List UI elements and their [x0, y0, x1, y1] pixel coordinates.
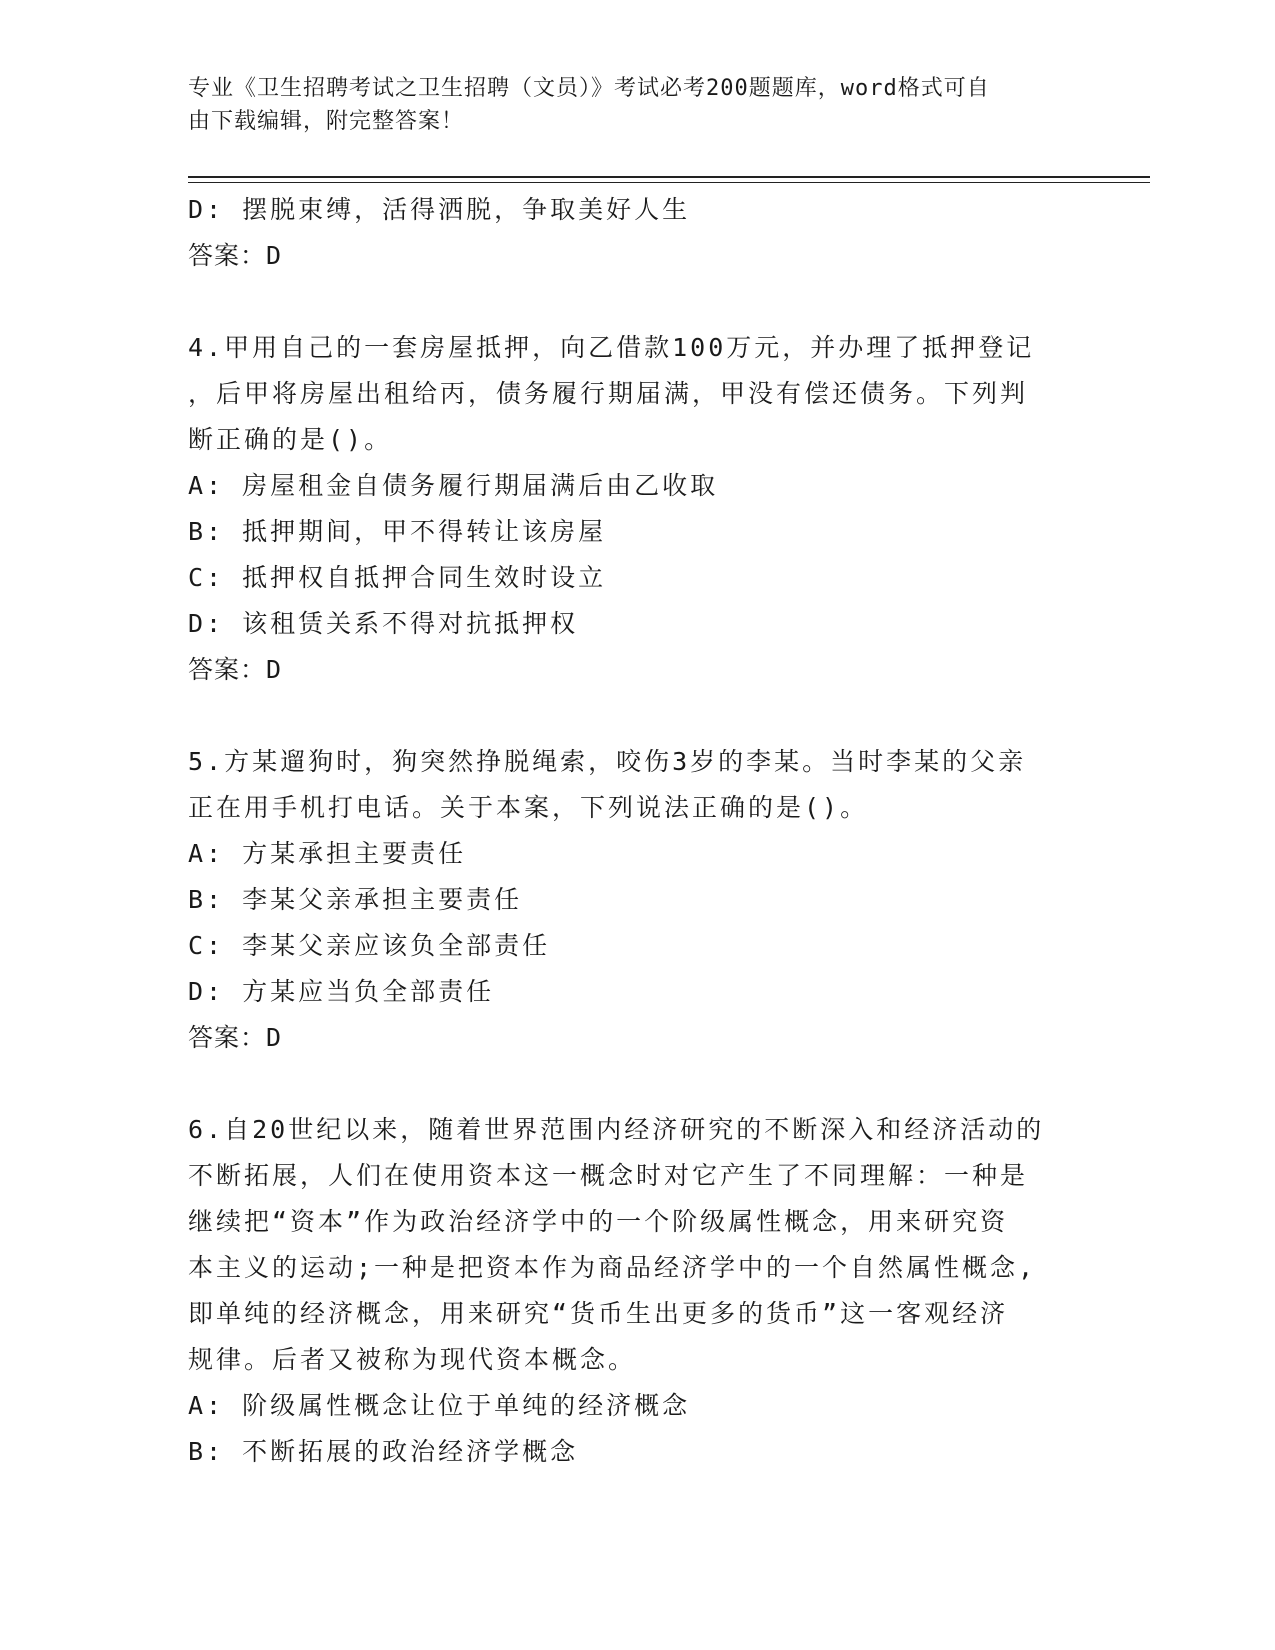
- option-b: B: 抵押期间，甲不得转让该房屋: [188, 517, 607, 546]
- question-stem-line: 即单纯的经济概念，用来研究“货币生出更多的货币”这一客观经济: [188, 1299, 1009, 1328]
- answer: 答案：D: [188, 1023, 283, 1052]
- header-divider-thick: [188, 176, 1150, 178]
- document-header: [188, 72, 1068, 138]
- spacer: [188, 693, 1088, 739]
- question-stem-line: 正在用手机打电话。关于本案，下列说法正确的是()。: [188, 793, 869, 822]
- question-6: [188, 1107, 1088, 1475]
- answer: 答案：D: [188, 655, 283, 684]
- answer: 答案：D: [188, 241, 283, 270]
- option-d: D: 方某应当负全部责任: [188, 977, 495, 1006]
- option-a: A: 方某承担主要责任: [188, 839, 467, 868]
- question-4: [188, 325, 1088, 693]
- question-stem-line: 规律。后者又被称为现代资本概念。: [188, 1345, 637, 1374]
- header-title-line-1: 专业《卫生招聘考试之卫生招聘（文员）》考试必考200题题库，word格式可自: [188, 76, 990, 101]
- header-title-line-2: 由下载编辑，附完整答案！: [188, 109, 465, 134]
- option-c: C: 李某父亲应该负全部责任: [188, 931, 551, 960]
- question-5: [188, 739, 1088, 1061]
- option-a: A: 阶级属性概念让位于单纯的经济概念: [188, 1391, 691, 1420]
- option-c: C: 抵押权自抵押合同生效时设立: [188, 563, 607, 592]
- question-stem-line: ，后甲将房屋出租给丙，债务履行期届满，甲没有偿还债务。下列判: [188, 379, 1029, 408]
- question-stem-line: 本主义的运动;一种是把资本作为商品经济学中的一个自然属性概念,: [188, 1253, 1037, 1282]
- question-stem-line: 6.自20世纪以来，随着世界范围内经济研究的不断深入和经济活动的: [188, 1115, 1045, 1144]
- spacer: [188, 1061, 1088, 1107]
- question-stem-line: 继续把“资本”作为政治经济学中的一个阶级属性概念，用来研究资: [188, 1207, 1009, 1236]
- option-a: A: 房屋租金自债务履行期届满后由乙收取: [188, 471, 719, 500]
- header-divider-thin: [188, 182, 1150, 183]
- question-stem-line: 4.甲用自己的一套房屋抵押，向乙借款100万元，并办理了抵押登记: [188, 333, 1035, 362]
- question-3-tail: [188, 187, 1088, 279]
- question-stem-line: 5.方某遛狗时，狗突然挣脱绳索，咬伤3岁的李某。当时李某的父亲: [188, 747, 1027, 776]
- question-list: [188, 187, 1088, 1475]
- spacer: [188, 279, 1088, 325]
- option-b: B: 李某父亲承担主要责任: [188, 885, 523, 914]
- question-stem-line: 断正确的是()。: [188, 425, 393, 454]
- option-b: B: 不断拓展的政治经济学概念: [188, 1437, 579, 1466]
- option-d: D: 该租赁关系不得对抗抵押权: [188, 609, 579, 638]
- option-d: D: 摆脱束缚，活得洒脱，争取美好人生: [188, 195, 691, 224]
- question-stem-line: 不断拓展，人们在使用资本这一概念时对它产生了不同理解：一种是: [188, 1161, 1029, 1190]
